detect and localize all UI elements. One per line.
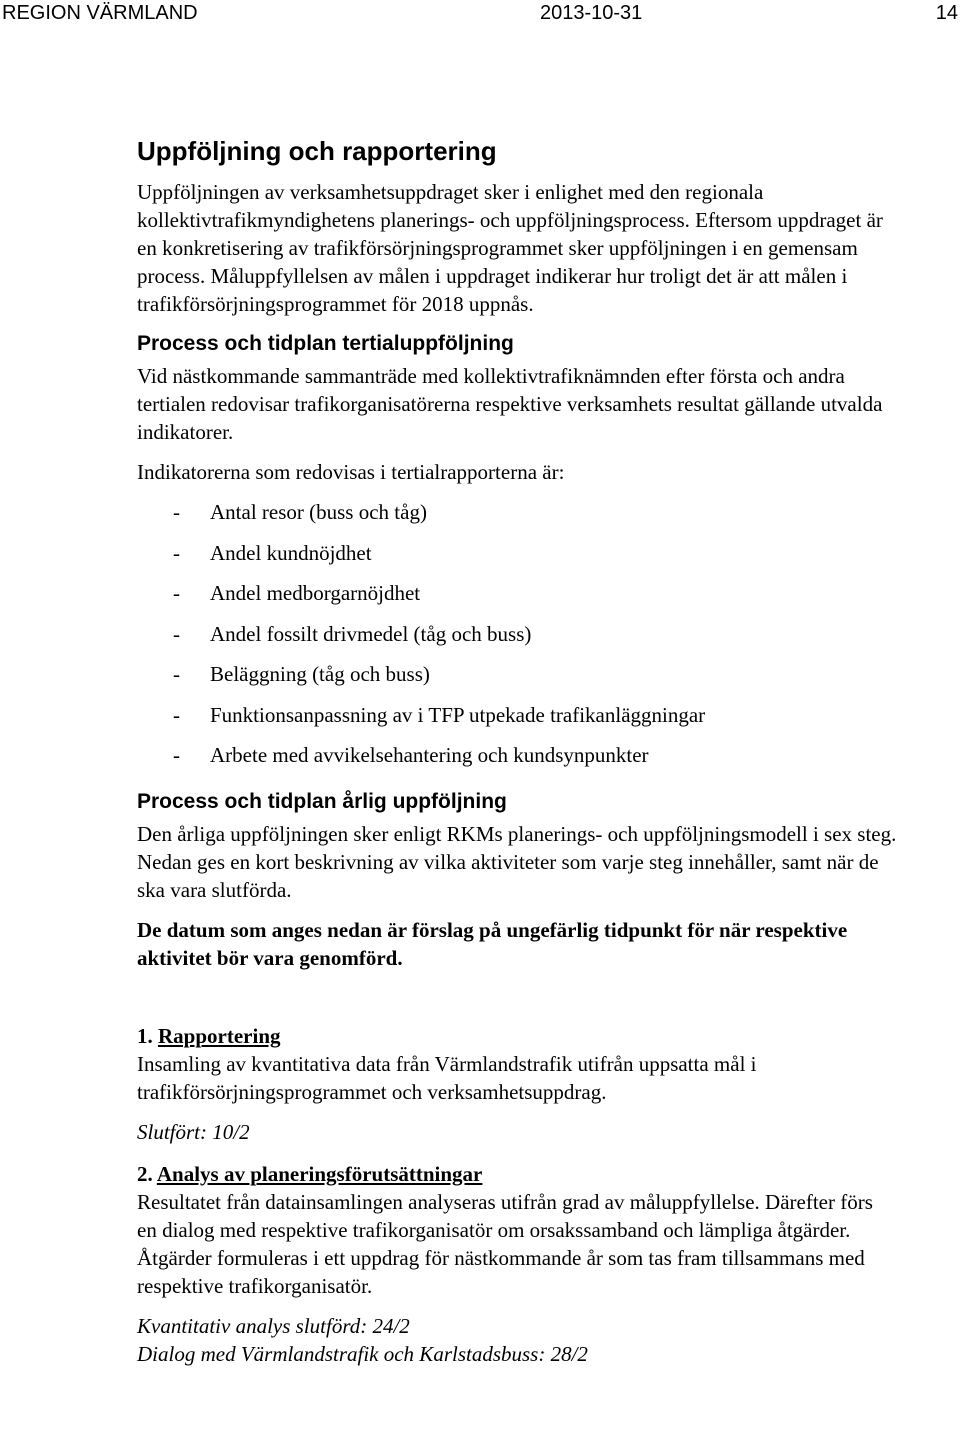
annual-paragraph: Den årliga uppföljningen sker enligt RKMs planerings- och uppföljningsmodell i sex steg. Nedan ges en kort beskrivning av vilka aktiviteter som varje steg innehåller, samt när de ska vara slutförda. bbox=[137, 821, 897, 902]
page-title: Uppföljning och rapportering bbox=[137, 136, 497, 166]
step-2-dialog-date: Dialog med Värmlandstrafik och Karlstadsbuss: 28/2 bbox=[137, 1341, 588, 1366]
indicator-list bbox=[137, 492, 897, 776]
list-item bbox=[137, 695, 897, 736]
indicator-list-intro: Indikatorerna som redovisas i tertialrapporterna är: bbox=[137, 460, 565, 484]
list-dash: - bbox=[173, 662, 180, 686]
list-dash: - bbox=[173, 702, 180, 727]
list-item-text: Andel fossilt drivmedel (tåg och buss) bbox=[210, 621, 532, 646]
document-body bbox=[137, 134, 897, 1368]
date-disclaimer-note: De datum som anges nedan är förslag på ungefärlig tidpunkt för när respektive aktivitet bör vara genomförd. bbox=[137, 917, 848, 970]
list-item bbox=[137, 573, 897, 614]
step-1-title bbox=[137, 1022, 897, 1050]
list-dash: - bbox=[173, 743, 180, 767]
list-dash: - bbox=[173, 500, 180, 524]
list-item-text: Antal resor (buss och tåg) bbox=[210, 500, 427, 524]
header-date: 2013-10-31 bbox=[540, 2, 643, 24]
page-header bbox=[0, 0, 960, 30]
list-item-text: Andel kundnöjdhet bbox=[210, 540, 372, 565]
tertial-paragraph: Vid nästkommande sammanträde med kollektivtrafiknämnden efter första och andra tertialen redovisar trafikorganisatörerna respektive verksamhets resultat gällande utvalda indikatorer. bbox=[137, 364, 883, 444]
step-2-number: 2. bbox=[137, 1161, 153, 1186]
step-2-title bbox=[137, 1160, 897, 1188]
step-1-completion-date: Slutfört: 10/2 bbox=[137, 1119, 250, 1144]
list-dash: - bbox=[173, 581, 180, 605]
list-dash: - bbox=[173, 540, 180, 565]
list-item-text: Beläggning (tåg och buss) bbox=[210, 662, 430, 686]
list-item-text: Arbete med avvikelsehantering och kundsynpunkter bbox=[210, 743, 649, 767]
step-2-description: Resultatet från datainsamlingen analyseras utifrån grad av måluppfyllelse. Därefter förs en dialog med respektive trafikorganisatör om orsakssamband och lämpliga åtgärder. Åtgärder formuleras i ett uppdrag för nästkommande år som tas fram tillsammans med respektive trafikorganisatör. bbox=[137, 1189, 873, 1298]
step-1-description: Insamling av kvantitativa data från Värmlandstrafik utifrån uppsatta mål i trafikförsörjningsprogrammet och verksamhetsuppdrag. bbox=[137, 1051, 757, 1104]
header-organization: REGION VÄRMLAND bbox=[2, 2, 198, 24]
list-item bbox=[137, 654, 897, 695]
section-heading-annual: Process och tidplan årlig uppföljning bbox=[137, 789, 507, 813]
list-dash: - bbox=[173, 621, 180, 646]
step-1-number: 1. bbox=[137, 1023, 153, 1048]
list-item-text: Andel medborgarnöjdhet bbox=[210, 581, 421, 605]
list-item-text: Funktionsanpassning av i TFP utpekade trafikanläggningar bbox=[210, 702, 706, 727]
header-page-number: 14 bbox=[935, 2, 958, 24]
list-item bbox=[137, 735, 897, 776]
step-2-title-text: Analys av planeringsförutsättningar bbox=[156, 1161, 483, 1186]
intro-paragraph: Uppföljningen av verksamhetsuppdraget sker i enlighet med den regionala kollektivtrafikmyndighetens planerings- och uppföljningsprocess. Eftersom uppdraget är en konkretisering av trafikförsörjningsprogrammet sker uppföljningen i en gemensam process. Måluppfyllelsen av målen i uppdraget indikerar hur troligt det är att målen i trafikförsörjningsprogrammet för 2018 uppnås. bbox=[137, 180, 883, 316]
list-item bbox=[137, 492, 897, 533]
list-item bbox=[137, 614, 897, 655]
step-2-analysis-date: Kvantitativ analys slutförd: 24/2 bbox=[137, 1313, 410, 1338]
list-item bbox=[137, 533, 897, 574]
section-heading-tertial: Process och tidplan tertialuppföljning bbox=[137, 332, 514, 355]
step-1-title-text: Rapportering bbox=[158, 1023, 281, 1048]
